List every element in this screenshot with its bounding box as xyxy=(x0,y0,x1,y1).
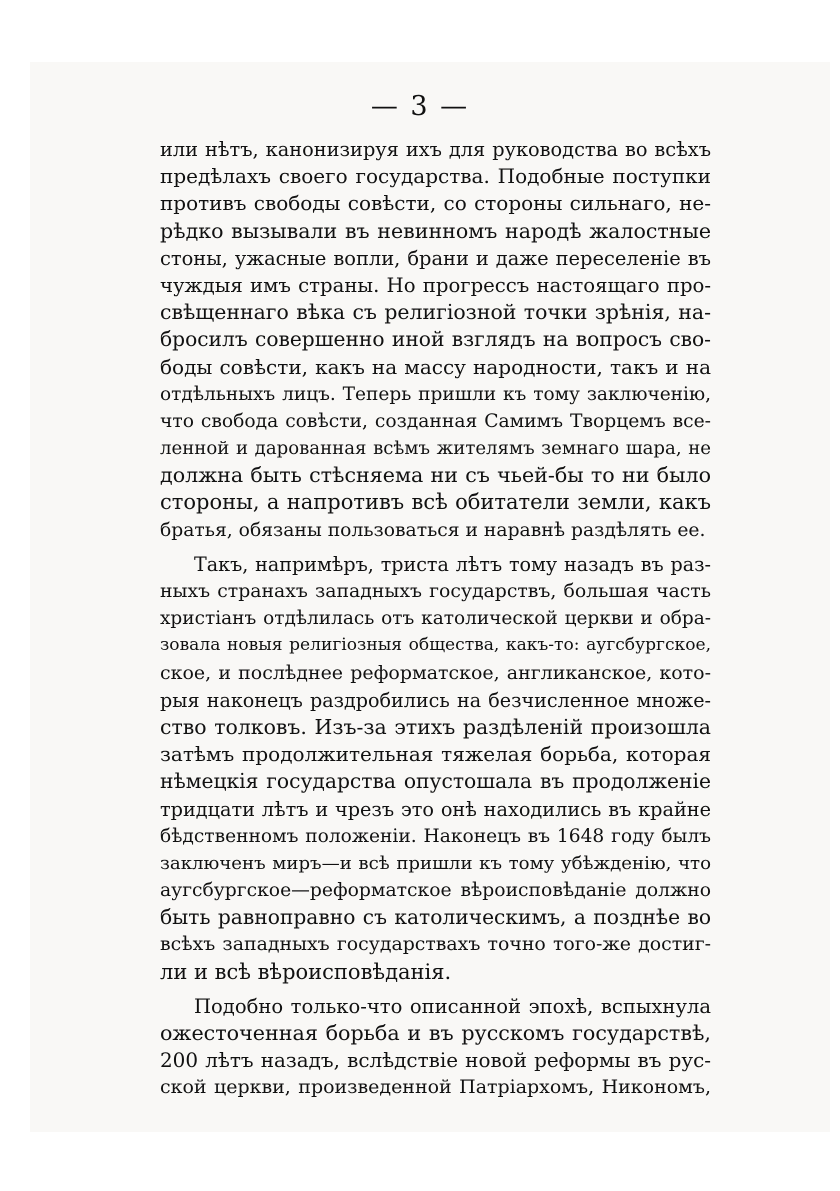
page-number: — 3 — xyxy=(370,91,470,122)
text-line: предѣлахъ своего государства. Подобные поступки xyxy=(160,164,711,189)
text-line: ской церкви, произведенной Патрiархомъ, Никономъ, xyxy=(160,1076,711,1099)
text-line: рыя наконецъ раздробились на безчисленное множе- xyxy=(160,688,711,712)
text-line: христiанъ отдѣлилась отъ католической церкви и обра- xyxy=(160,608,711,630)
text-line: должна быть стѣсняема ни съ чьей-бы то ни было xyxy=(160,463,711,488)
text-line: рѣдко вызывали въ невинномъ народѣ жалостные xyxy=(160,218,711,243)
text-line: бѣдственномъ положенiи. Наконецъ въ 1648 году былъ xyxy=(160,825,711,847)
text-line: аугсбургское—реформатское вѣроисповѣданiе должно xyxy=(160,880,711,902)
text-line: противъ свободы совѣсти, со стороны сильнаго, не- xyxy=(160,191,711,216)
text-line: отдѣльныхъ лицъ. Теперь пришли къ тому заключенiю, xyxy=(160,383,711,405)
text-line: быть равноправно съ католическимъ, а позднѣе во xyxy=(160,905,711,930)
text-line: всѣхъ западныхъ государствахъ точно того-же достиг- xyxy=(160,933,711,956)
text-line: ское, и послѣднее реформатское, англиканское, кото- xyxy=(160,661,711,684)
text-line: боды совѣсти, какъ на массу народности, такъ и на xyxy=(160,354,711,379)
text-line: зовала новыя религiозныя общества, какъ-то: аугсбургское, xyxy=(160,635,711,656)
text-line: тридцати лѣтъ и чрезъ это онѣ находились въ крайне xyxy=(160,797,711,821)
text-line: ожесточенная борьба и въ русскомъ государствѣ, xyxy=(160,1021,711,1045)
body-text xyxy=(160,136,711,1102)
text-line: Подобно только-что описанной эпохѣ, вспыхнула xyxy=(194,994,711,1018)
text-line: затѣмъ продолжительная тяжелая борьба, которая xyxy=(160,742,711,767)
text-line: ленной и дарованная всѣмъ жителямъ земнаго шара, не xyxy=(160,438,711,460)
text-line: нѣмецкiя государства опустошала въ продолженiе xyxy=(160,769,711,794)
text-line: бросилъ совершенно иной взглядъ на вопросъ сво- xyxy=(160,327,711,352)
text-line: ныхъ странахъ западныхъ государствъ, большая часть xyxy=(160,581,711,602)
text-line: что свобода совѣсти, созданная Самимъ Творцемъ все- xyxy=(160,410,711,432)
text-line: заключенъ миръ—и всѣ пришли къ тому убѣжденiю, что xyxy=(160,852,711,874)
text-line: стоны, ужасные вопли, брани и даже переселенiе въ xyxy=(160,246,711,270)
text-line: Такъ, напримѣръ, триста лѣтъ тому назадъ въ раз- xyxy=(194,552,711,576)
text-line: свѣщеннаго вѣка съ религiозной точки зрѣнiя, на- xyxy=(160,300,711,325)
text-line: стороны, а напротивъ всѣ обитатели земли, какъ xyxy=(160,490,711,515)
text-line: ли и всѣ вѣроисповѣданiя. xyxy=(160,959,452,984)
text-line: или нѣтъ, канонизируя ихъ для руководства во всѣхъ xyxy=(160,138,711,161)
text-line: чуждыя имъ страны. Но прогрессъ настоящаго про- xyxy=(160,273,711,297)
text-line: братья, обязаны пользоваться и наравнѣ раздѣлять ее. xyxy=(160,519,706,541)
text-line: 200 лѣтъ назадъ, вслѣдствiе новой реформы въ рус- xyxy=(160,1049,711,1073)
text-line: ство толковъ. Изъ-за этихъ раздѣленiй произошла xyxy=(160,714,711,739)
